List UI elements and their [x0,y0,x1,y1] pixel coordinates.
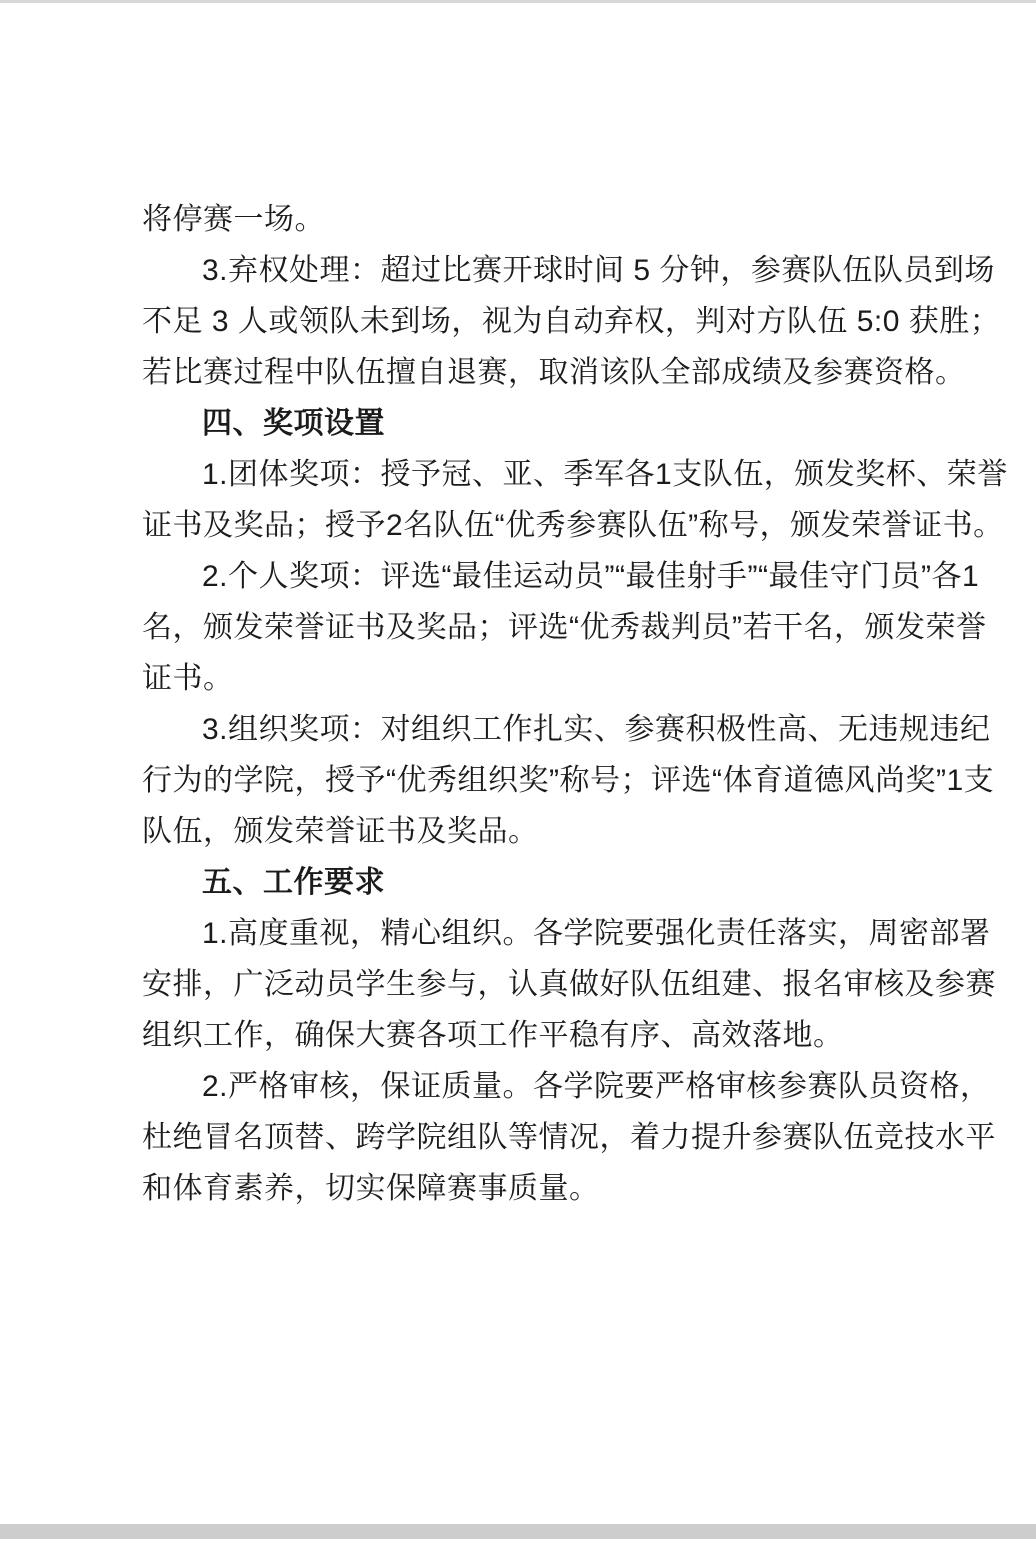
document-line: 1.高度重视，精心组织。各学院要强化责任落实，周密部署 [202,917,991,950]
paragraph [142,908,996,1061]
paragraph [142,1061,996,1214]
document-line: 证书。 [142,662,234,695]
page-bottom-gutter [0,1524,1036,1539]
paragraph [142,704,995,857]
document-line: 2.严格审核，保证质量。各学院要严格审核参赛队员资格， [202,1070,991,1103]
section-heading [142,398,962,449]
paragraph [142,194,962,245]
document-line: 组织工作，确保大赛各项工作平稳有序、高效落地。 [142,1019,844,1052]
document-line: 队伍，颁发荣誉证书及奖品。 [142,815,539,848]
document-line: 证书及奖品；授予2名队伍“优秀参赛队伍”称号，颁发荣誉证书。 [142,509,1004,542]
paragraph [142,551,987,704]
document-line: 名，颁发荣誉证书及奖品；评选“优秀裁判员”若干名，颁发荣誉 [142,611,987,644]
paragraph [142,449,1008,551]
document-line: 不足 3 人或领队未到场，视为自动弃权，判对方队伍 5:0 获胜； [142,305,1001,338]
document-line: 杜绝冒名顶替、跨学院组队等情况，着力提升参赛队伍竞技水平 [142,1121,996,1154]
document-line: 行为的学院，授予“优秀组织奖”称号；评选“体育道德风尚奖”1支 [142,764,995,797]
section-heading [142,857,962,908]
document-line: 和体育素养，切实保障赛事质量。 [142,1172,600,1205]
document-line: 将停赛一场。 [142,203,325,236]
document-line: 2.个人奖项：评选“最佳运动员”“最佳射手”“最佳守门员”各1 [202,560,980,593]
section-heading-line: 四、奖项设置 [202,407,385,440]
paragraph [142,245,1001,398]
document-line: 1.团体奖项：授予冠、亚、季军各1支队伍，颁发奖杯、荣誉 [202,458,1008,491]
document-line: 3.弃权处理：超过比赛开球时间 5 分钟，参赛队伍队员到场 [202,254,995,287]
document-line: 安排，广泛动员学生参与，认真做好队伍组建、报名审核及参赛 [142,968,996,1001]
section-heading-line: 五、工作要求 [202,866,385,899]
document-line: 3.组织奖项：对组织工作扎实、参赛积极性高、无违规违纪 [202,713,991,746]
document-line: 若比赛过程中队伍擅自退赛，取消该队全部成绩及参赛资格。 [142,356,966,389]
page-top-gutter [0,0,1036,3]
document-body [142,194,1008,1214]
